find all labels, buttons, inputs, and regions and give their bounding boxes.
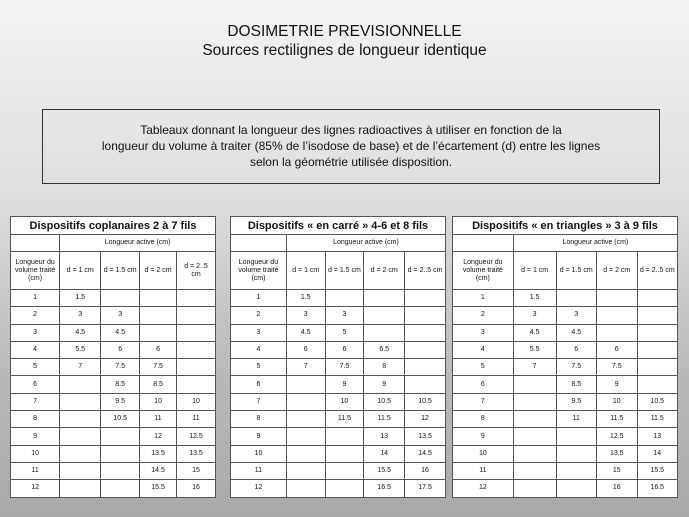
volume-length-header: Longueur du volume traité (cm): [231, 252, 287, 290]
table-row: [11, 359, 216, 376]
active-length-cell: [177, 359, 216, 376]
table-title: Dispositifs « en triangles » 3 à 9 fils: [453, 217, 678, 235]
active-length-cell: [556, 445, 597, 462]
active-length-header: Longueur active (cm): [513, 235, 677, 252]
table-row: [453, 359, 678, 376]
volume-length-cell: 4: [453, 341, 514, 358]
active-length-cell: [60, 428, 101, 445]
active-length-cell: [325, 428, 364, 445]
active-length-cell: [60, 393, 101, 410]
active-length-cell: 7.5: [325, 359, 364, 376]
active-length-cell: [60, 445, 101, 462]
active-length-cell: 4.5: [101, 324, 140, 341]
table-row: [231, 462, 446, 479]
volume-length-header: Longueur du volume traité (cm): [453, 252, 514, 290]
active-length-cell: [556, 462, 597, 479]
active-length-cell: [637, 290, 678, 307]
active-length-cell: [101, 462, 140, 479]
active-length-cell: 16: [405, 462, 446, 479]
volume-length-cell: 1: [453, 290, 514, 307]
table-row: [11, 290, 216, 307]
active-length-cell: [364, 290, 405, 307]
active-length-cell: 16: [597, 480, 638, 497]
active-length-cell: [60, 480, 101, 497]
table-row: [453, 462, 678, 479]
column-header: d = 2..5 cm: [637, 252, 678, 290]
volume-length-cell: 10: [231, 445, 287, 462]
active-length-cell: [140, 324, 177, 341]
active-length-cell: 9: [325, 376, 364, 393]
volume-length-cell: 8: [11, 411, 60, 428]
active-length-cell: 7: [513, 359, 556, 376]
active-length-cell: [556, 480, 597, 497]
volume-length-cell: 9: [453, 428, 514, 445]
active-length-cell: 11: [556, 411, 597, 428]
active-length-cell: [140, 290, 177, 307]
active-length-cell: [556, 290, 597, 307]
active-length-cell: [177, 307, 216, 324]
volume-length-cell: 6: [231, 376, 287, 393]
active-length-cell: 10: [140, 393, 177, 410]
active-length-cell: 11.5: [364, 411, 405, 428]
active-length-cell: [325, 290, 364, 307]
table-row: [11, 462, 216, 479]
active-length-cell: [286, 480, 325, 497]
active-length-cell: 11: [177, 411, 216, 428]
active-length-cell: [101, 290, 140, 307]
active-length-cell: 11.5: [597, 411, 638, 428]
active-length-cell: 13.5: [140, 445, 177, 462]
active-length-cell: 14: [637, 445, 678, 462]
active-length-cell: [513, 411, 556, 428]
active-length-cell: 10: [597, 393, 638, 410]
active-length-cell: [286, 376, 325, 393]
table-row: [453, 290, 678, 307]
table-row: [453, 428, 678, 445]
table-carre: [230, 216, 446, 498]
volume-length-cell: 7: [11, 393, 60, 410]
active-length-cell: 10: [177, 393, 216, 410]
volume-length-cell: 6: [453, 376, 514, 393]
volume-length-cell: 6: [11, 376, 60, 393]
active-length-cell: 6: [325, 341, 364, 358]
active-length-cell: 5.5: [60, 341, 101, 358]
table-row: [453, 393, 678, 410]
active-length-cell: [177, 290, 216, 307]
column-header: d = 2 cm: [140, 252, 177, 290]
active-length-cell: [405, 324, 446, 341]
active-length-cell: 10: [325, 393, 364, 410]
active-length-cell: 3: [101, 307, 140, 324]
volume-length-cell: 9: [11, 428, 60, 445]
volume-length-cell: 5: [11, 359, 60, 376]
active-length-cell: 11: [140, 411, 177, 428]
active-length-cell: 10.5: [364, 393, 405, 410]
volume-length-cell: 4: [11, 341, 60, 358]
table-row: [453, 341, 678, 358]
column-header: d = 1.5 cm: [556, 252, 597, 290]
description-line-3: selon la géométrie utilisée disposition.: [249, 155, 453, 169]
volume-length-cell: 3: [11, 324, 60, 341]
active-length-cell: 8.5: [556, 376, 597, 393]
column-header: d = 1.5 cm: [101, 252, 140, 290]
table-row: [453, 445, 678, 462]
table-row: [231, 341, 446, 358]
active-length-cell: 16.5: [637, 480, 678, 497]
title-line-1: DOSIMETRIE PREVISIONNELLE: [227, 23, 462, 40]
active-length-cell: 6.5: [364, 341, 405, 358]
active-length-cell: [177, 341, 216, 358]
volume-length-cell: 11: [453, 462, 514, 479]
volume-length-cell: 12: [453, 480, 514, 497]
active-length-cell: 3: [556, 307, 597, 324]
active-length-cell: 14.5: [140, 462, 177, 479]
active-length-cell: [405, 341, 446, 358]
active-length-cell: 12: [140, 428, 177, 445]
volume-length-cell: 3: [231, 324, 287, 341]
active-length-cell: [60, 376, 101, 393]
table-row: [11, 393, 216, 410]
volume-length-cell: 11: [11, 462, 60, 479]
header-blank-cell: [453, 235, 514, 252]
volume-length-cell: 5: [231, 359, 287, 376]
active-length-cell: [177, 324, 216, 341]
table-row: [231, 411, 446, 428]
active-length-cell: 8: [364, 359, 405, 376]
column-header: d = 1.5 cm: [325, 252, 364, 290]
volume-length-cell: 7: [453, 393, 514, 410]
description-line-2: longueur du volume à traiter (85% de l’isodose de base) et de l’écartement (d) entre les lignes: [101, 139, 601, 153]
column-header: d = 2 cm: [364, 252, 405, 290]
active-length-cell: 6: [286, 341, 325, 358]
table-row: [231, 324, 446, 341]
volume-length-cell: 4: [231, 341, 287, 358]
active-length-cell: 15: [597, 462, 638, 479]
header-blank-cell: [11, 235, 60, 252]
active-length-cell: [101, 445, 140, 462]
volume-length-cell: 1: [231, 290, 287, 307]
active-length-cell: [637, 307, 678, 324]
table-row: [11, 480, 216, 497]
active-length-cell: 3: [286, 307, 325, 324]
table-title: Dispositifs « en carré » 4-6 et 8 fils: [231, 217, 446, 235]
active-length-cell: [286, 428, 325, 445]
active-length-cell: 15.5: [637, 462, 678, 479]
active-length-cell: 15.5: [364, 462, 405, 479]
table-row: [453, 324, 678, 341]
table-row: [231, 359, 446, 376]
active-length-cell: 11.5: [325, 411, 364, 428]
active-length-cell: 7: [286, 359, 325, 376]
active-length-cell: [60, 462, 101, 479]
column-header: d = 1 cm: [513, 252, 556, 290]
active-length-cell: [513, 376, 556, 393]
table-row: [231, 376, 446, 393]
active-length-cell: 4.5: [60, 324, 101, 341]
active-length-cell: 10.5: [637, 393, 678, 410]
active-length-cell: 17.5: [405, 480, 446, 497]
active-length-cell: [177, 376, 216, 393]
active-length-cell: [325, 445, 364, 462]
active-length-cell: [597, 307, 638, 324]
active-length-cell: 14: [364, 445, 405, 462]
active-length-cell: [286, 462, 325, 479]
active-length-cell: [513, 445, 556, 462]
column-header: d = 1 cm: [286, 252, 325, 290]
active-length-cell: 8.5: [140, 376, 177, 393]
volume-length-header: Longueur du volume traité (cm): [11, 252, 60, 290]
active-length-cell: 1.5: [60, 290, 101, 307]
active-length-cell: 13.5: [177, 445, 216, 462]
volume-length-cell: 12: [231, 480, 287, 497]
active-length-cell: 3: [60, 307, 101, 324]
active-length-cell: [364, 307, 405, 324]
active-length-cell: 5: [325, 324, 364, 341]
active-length-cell: 7.5: [556, 359, 597, 376]
header-blank-cell: [231, 235, 287, 252]
active-length-cell: [637, 376, 678, 393]
table-row: [11, 341, 216, 358]
table-row: [11, 428, 216, 445]
active-length-cell: 13.5: [405, 428, 446, 445]
table-row: [453, 376, 678, 393]
table-row: [11, 445, 216, 462]
active-length-cell: 15: [177, 462, 216, 479]
column-header: d = 1 cm: [60, 252, 101, 290]
active-length-cell: 14.5: [405, 445, 446, 462]
column-header: d = 2 cm: [597, 252, 638, 290]
active-length-cell: [637, 359, 678, 376]
active-length-cell: [60, 411, 101, 428]
active-length-cell: [364, 324, 405, 341]
active-length-cell: 4.5: [286, 324, 325, 341]
active-length-cell: 6: [556, 341, 597, 358]
active-length-cell: 9.5: [556, 393, 597, 410]
volume-length-cell: 10: [11, 445, 60, 462]
active-length-cell: [513, 393, 556, 410]
table-coplanaires: [10, 216, 216, 498]
active-length-cell: 8.5: [101, 376, 140, 393]
volume-length-cell: 11: [231, 462, 287, 479]
volume-length-cell: 2: [231, 307, 287, 324]
active-length-cell: 15.5: [140, 480, 177, 497]
volume-length-cell: 10: [453, 445, 514, 462]
table-row: [231, 307, 446, 324]
table-row: [231, 480, 446, 497]
active-length-cell: [101, 480, 140, 497]
active-length-cell: 10.5: [405, 393, 446, 410]
table-row: [11, 307, 216, 324]
volume-length-cell: 8: [453, 411, 514, 428]
active-length-cell: 6: [101, 341, 140, 358]
active-length-cell: [140, 307, 177, 324]
volume-length-cell: 2: [11, 307, 60, 324]
active-length-cell: [286, 411, 325, 428]
active-length-cell: [405, 359, 446, 376]
volume-length-cell: 1: [11, 290, 60, 307]
volume-length-cell: 12: [11, 480, 60, 497]
volume-length-cell: 9: [231, 428, 287, 445]
slide-title: [0, 22, 689, 60]
volume-length-cell: 2: [453, 307, 514, 324]
active-length-header: Longueur active (cm): [60, 235, 216, 252]
table-row: [11, 376, 216, 393]
column-header: d = 2..5 cm: [405, 252, 446, 290]
volume-length-cell: 5: [453, 359, 514, 376]
active-length-cell: [286, 445, 325, 462]
active-length-cell: [637, 324, 678, 341]
active-length-cell: [637, 341, 678, 358]
active-length-cell: 16: [177, 480, 216, 497]
active-length-cell: [405, 307, 446, 324]
active-length-cell: 7.5: [140, 359, 177, 376]
active-length-cell: [513, 462, 556, 479]
active-length-cell: [325, 462, 364, 479]
table-title: Dispositifs coplanaires 2 à 7 fils: [11, 217, 216, 235]
column-header: d = 2..5 cm: [177, 252, 216, 290]
active-length-cell: 5.5: [513, 341, 556, 358]
active-length-cell: 12.5: [177, 428, 216, 445]
active-length-cell: [405, 290, 446, 307]
active-length-cell: 9: [364, 376, 405, 393]
active-length-cell: [101, 428, 140, 445]
active-length-cell: 4.5: [556, 324, 597, 341]
active-length-cell: [513, 428, 556, 445]
active-length-cell: 3: [325, 307, 364, 324]
active-length-cell: 7.5: [597, 359, 638, 376]
active-length-cell: [286, 393, 325, 410]
active-length-cell: 13: [364, 428, 405, 445]
table-row: [453, 307, 678, 324]
active-length-cell: 12: [405, 411, 446, 428]
active-length-cell: 16.5: [364, 480, 405, 497]
table-row: [11, 411, 216, 428]
active-length-cell: 6: [597, 341, 638, 358]
table-row: [453, 480, 678, 497]
table-row: [231, 428, 446, 445]
active-length-cell: [556, 428, 597, 445]
active-length-cell: 13.5: [597, 445, 638, 462]
active-length-cell: 7.5: [101, 359, 140, 376]
active-length-cell: 11.5: [637, 411, 678, 428]
active-length-cell: 9.5: [101, 393, 140, 410]
title-line-2: Sources rectilignes de longueur identique: [202, 42, 487, 59]
active-length-cell: 12.5: [597, 428, 638, 445]
table-row: [11, 324, 216, 341]
active-length-cell: [597, 324, 638, 341]
table-row: [231, 290, 446, 307]
volume-length-cell: 3: [453, 324, 514, 341]
active-length-cell: 3: [513, 307, 556, 324]
active-length-header: Longueur active (cm): [286, 235, 445, 252]
active-length-cell: 1.5: [286, 290, 325, 307]
active-length-cell: [405, 376, 446, 393]
table-row: [231, 393, 446, 410]
active-length-cell: [513, 480, 556, 497]
active-length-cell: 4.5: [513, 324, 556, 341]
description-box: [42, 109, 660, 184]
active-length-cell: [325, 480, 364, 497]
active-length-cell: 13: [637, 428, 678, 445]
active-length-cell: 6: [140, 341, 177, 358]
active-length-cell: 9: [597, 376, 638, 393]
active-length-cell: 7: [60, 359, 101, 376]
volume-length-cell: 7: [231, 393, 287, 410]
table-row: [231, 445, 446, 462]
active-length-cell: 1.5: [513, 290, 556, 307]
active-length-cell: 10.5: [101, 411, 140, 428]
active-length-cell: [597, 290, 638, 307]
volume-length-cell: 8: [231, 411, 287, 428]
table-triangles: [452, 216, 678, 498]
table-row: [453, 411, 678, 428]
description-line-1: Tableaux donnant la longueur des lignes radioactives à utiliser en fonction de la: [140, 123, 562, 137]
